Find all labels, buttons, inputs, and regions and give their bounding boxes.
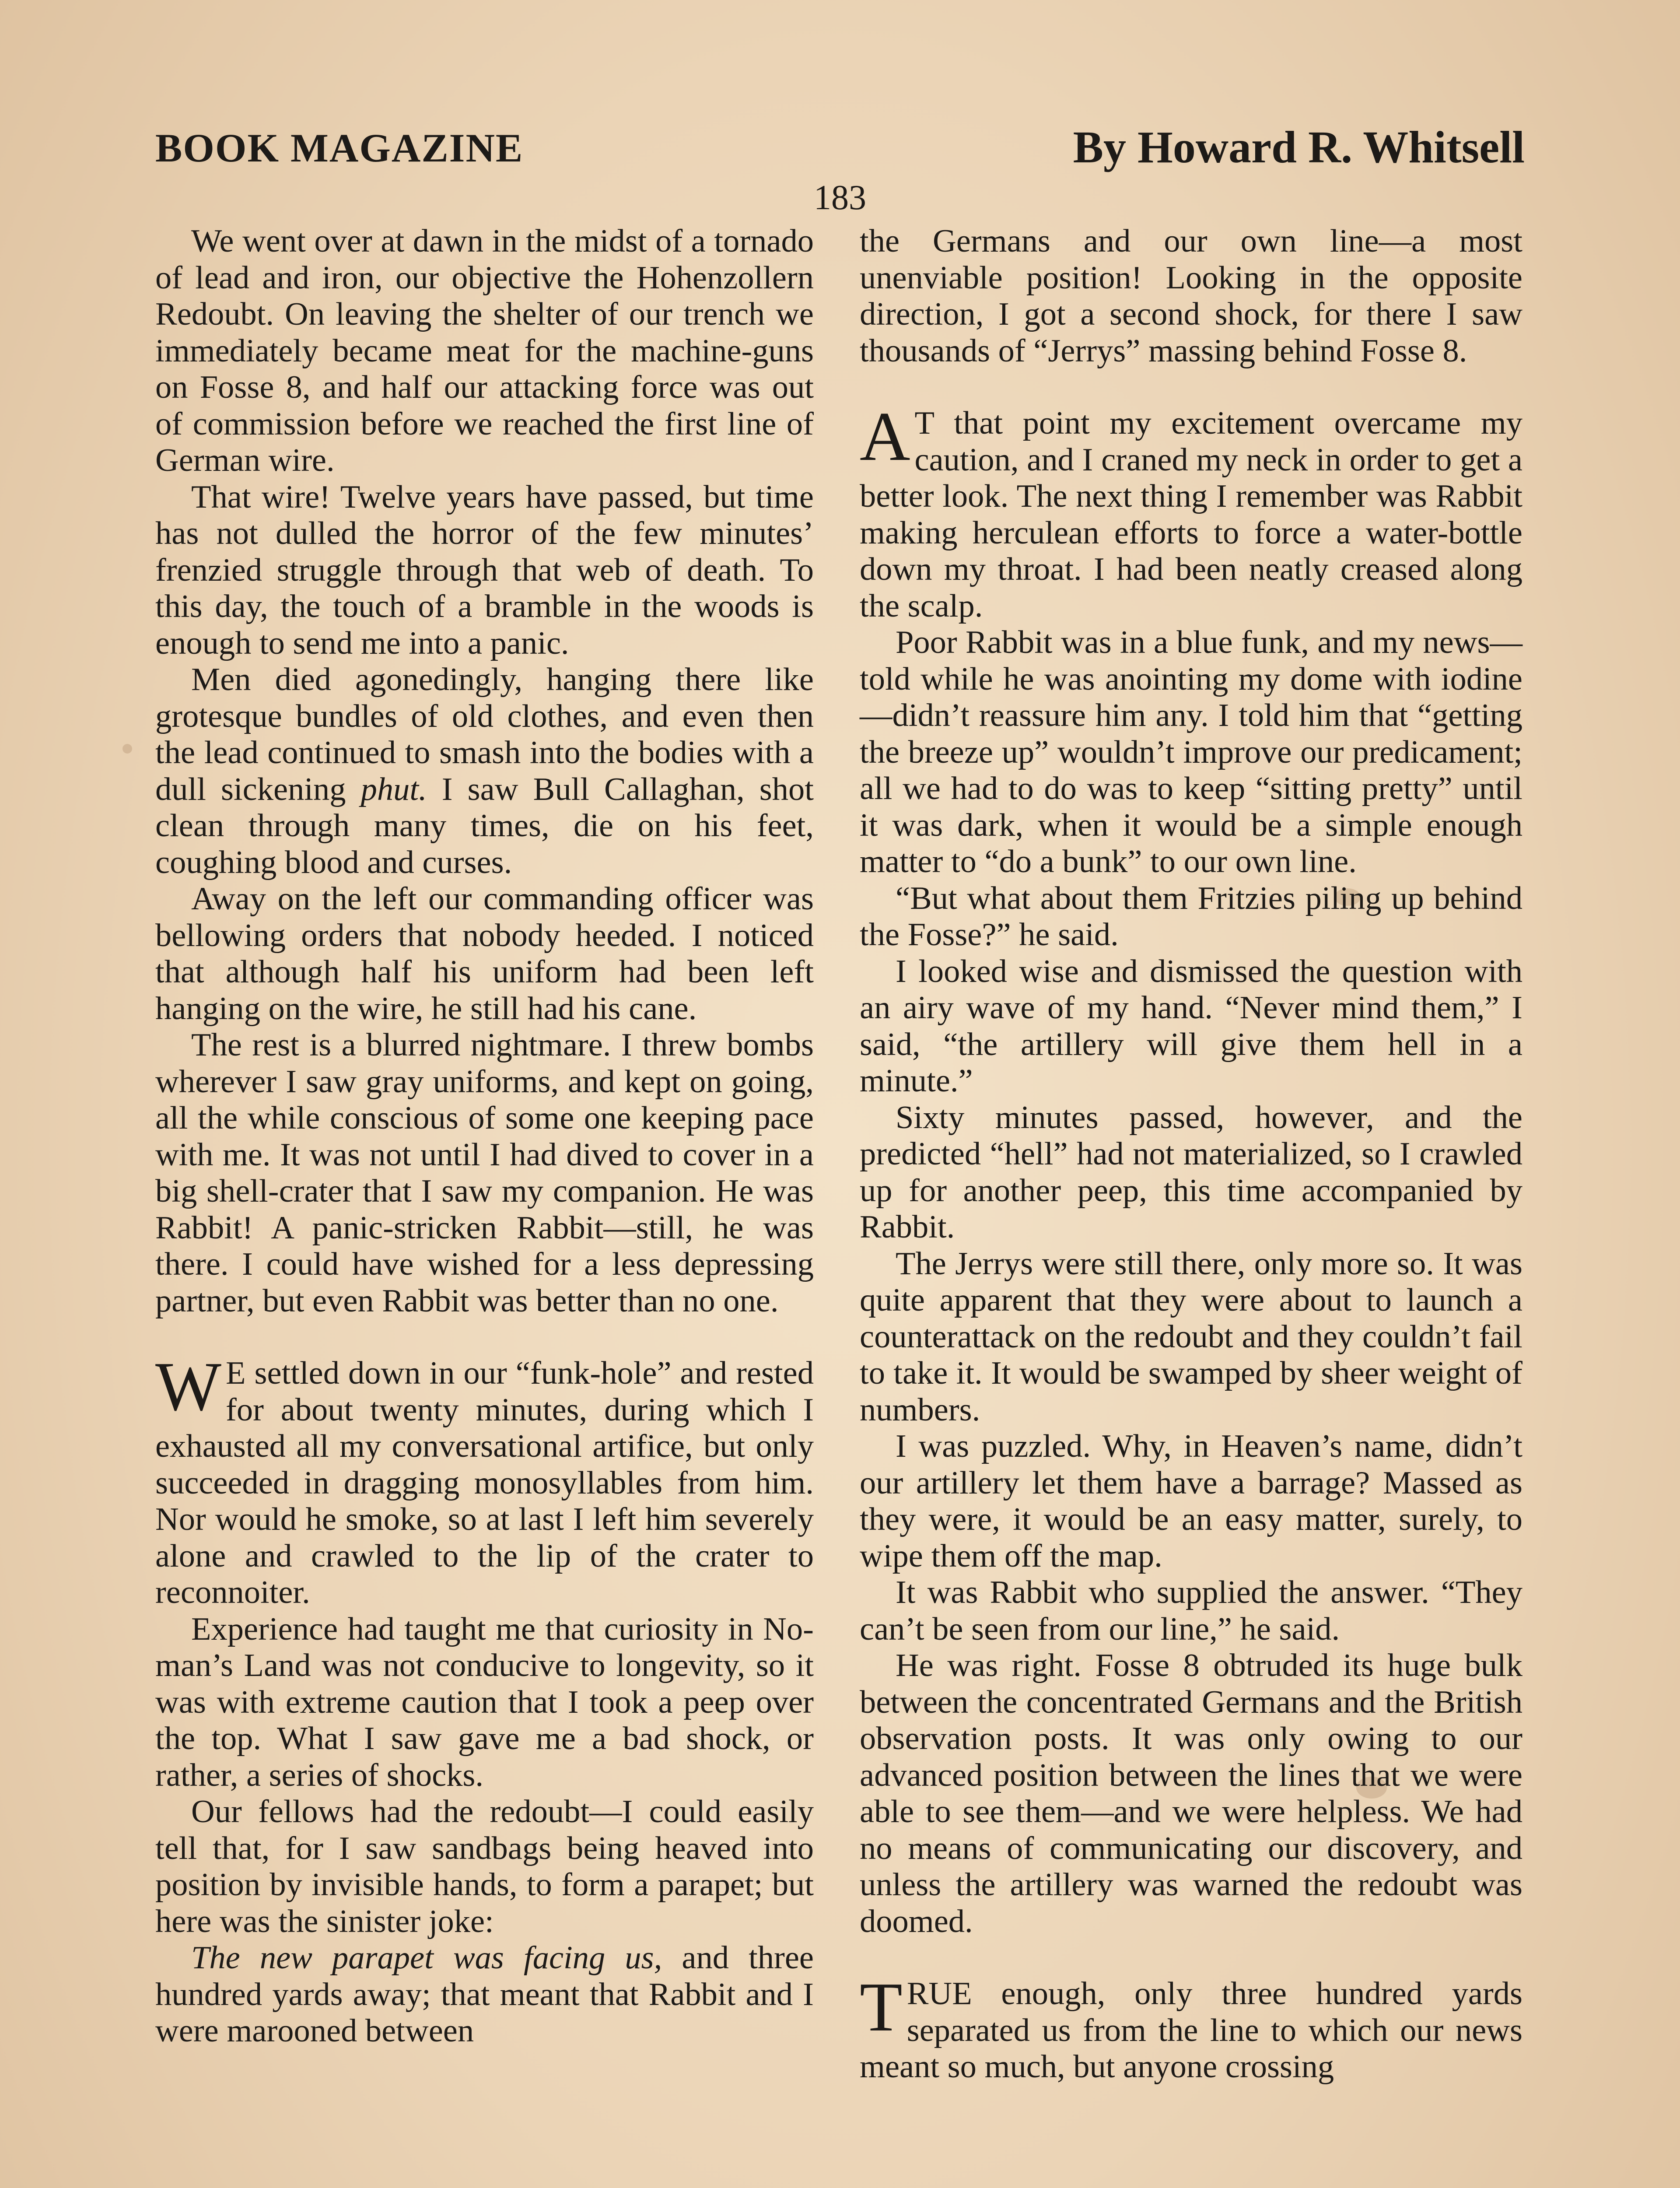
- drop-cap: T: [860, 1968, 903, 2046]
- paragraph: Away on the left our commanding officer was bellowing orders that nobody heeded. I noticed that although half his uniform had been left hanging on the wire, he still had his cane.: [155, 881, 814, 1027]
- italic-text: The new parapet was facing us,: [191, 1940, 662, 1976]
- paragraph: He was right. Fosse 8 obtruded its huge bulk between the concentrated Germans and the British observation posts. It was only owing to our advanced position between the lines that we were able to see them—and we were helpless. We had no means of communicating our discovery, and unless the artillery was warned the redoubt was doomed.: [860, 1648, 1522, 1939]
- right-column: [860, 223, 1522, 2086]
- paragraph: We went over at dawn in the midst of a tornado of lead and iron, our objective the Hohenzollern Redoubt. On leaving the shelter of our trench we immediately became meat for the machine-guns on Fosse 8, and half our attacking force was out of commission before we reached the first line of German wire.: [155, 223, 814, 478]
- section-paragraph: [155, 1347, 814, 1611]
- paragraph: It was Rabbit who supplied the answer. “They can’t be seen from our line,” he said.: [860, 1574, 1522, 1647]
- magazine-title: BOOK MAGAZINE: [155, 126, 524, 170]
- left-column: [155, 223, 814, 2050]
- paragraph-text: E settled down in our “funk-hole” and rested for about twenty minutes, during which I exhausted all my conversational artifice, but only succeeded in dragging monosyllables from him. Nor would he smoke, so at last I left him severely alone and crawled to the lip of the crater to reconnoiter.: [155, 1355, 814, 1610]
- paragraph-text: Men died agonedingly, hanging there like grotesque bundles of old clothes, and even then the lead continued to smash into the bodies with a dull sickening: [155, 662, 814, 807]
- paragraph-text: T that point my excitement overcame my caution, and I craned my neck in order to get a better look. The next thing I remember was Rabbit making herculean efforts to force a water-bottle down my throat. I had been neatly creased along the scalp.: [860, 405, 1522, 624]
- paragraph: the Germans and our own line—a most unenviable position! Looking in the opposite direction, I got a second shock, for there I saw thousands of “Jerrys” massing behind Fosse 8.: [860, 223, 1522, 369]
- section-paragraph: [860, 397, 1522, 624]
- paragraph: The Jerrys were still there, only more so. It was quite apparent that they were about to launch a counterattack on the redoubt and they couldn’t fail to take it. It would be swamped by sheer weight of numbers.: [860, 1245, 1522, 1428]
- paper-stain: [122, 744, 132, 754]
- drop-cap: A: [860, 397, 910, 475]
- paragraph-text: I saw Bull Callaghan, shot clean through many times, die on his feet, coughing blood and curses.: [155, 771, 814, 880]
- paragraph: [155, 1940, 814, 2050]
- paragraph: That wire! Twelve years have passed, but time has not dulled the horror of the few minutes’ frenzied struggle through that web of death. To this day, the touch of a bramble in the woods is enough to send me into a panic.: [155, 479, 814, 661]
- paragraph: I was puzzled. Why, in Heaven’s name, didn’t our artillery let them have a barrage? Massed as they were, it would be an easy matter, surely, to wipe them off the map.: [860, 1428, 1522, 1574]
- section-paragraph: [860, 1968, 1522, 2086]
- italic-text: phut.: [360, 771, 427, 807]
- paragraph: [155, 662, 814, 881]
- paragraph: Sixty minutes passed, however, and the predicted “hell” had not materialized, so I crawled up for another peep, this time accompanied by Rabbit.: [860, 1099, 1522, 1245]
- paragraph: I looked wise and dismissed the question with an airy wave of my hand. “Never mind them,” I said, “the artillery will give them hell in a minute.”: [860, 953, 1522, 1099]
- paragraph: Experience had taught me that curiosity in No-man’s Land was not conducive to longevity, so it was with extreme caution that I took a peep over the top. What I saw gave me a bad shock, or rather, a series of shocks.: [155, 1611, 814, 1793]
- author-byline: By Howard R. Whitsell: [1073, 122, 1525, 172]
- paragraph: “But what about them Fritzies piling up behind the Fosse?” he said.: [860, 880, 1522, 953]
- paragraph-text: RUE enough, only three hundred yards separated us from the line to which our news meant so much, but anyone crossing: [860, 1976, 1522, 2085]
- paragraph: Poor Rabbit was in a blue funk, and my news—told while he was anointing my dome with iodine—didn’t reassure him any. I told him that “getting the breeze up” wouldn’t improve our predicament; all we had to do was to keep “sitting pretty” until it was dark, when it would be a simple enough matter to “do a bunk” to our own line.: [860, 624, 1522, 880]
- paragraph: Our fellows had the redoubt—I could easily tell that, for I saw sandbags being heaved into position by invisible hands, to form a parapet; but here was the sinister joke:: [155, 1794, 814, 1939]
- paragraph: The rest is a blurred nightmare. I threw bombs wherever I saw gray uniforms, and kept on going, all the while conscious of some one keeping pace with me. It was not until I had dived to cover in a big shell-crater that I saw my companion. He was Rabbit! A panic-stricken Rabbit—still, he was there. I could have wished for a less depressing partner, but even Rabbit was better than no one.: [155, 1027, 814, 1319]
- drop-cap: W: [155, 1347, 222, 1425]
- page-number: 183: [814, 179, 866, 217]
- paragraph-text: and three hundred yards away; that meant that Rabbit and I were marooned between: [155, 1940, 814, 2049]
